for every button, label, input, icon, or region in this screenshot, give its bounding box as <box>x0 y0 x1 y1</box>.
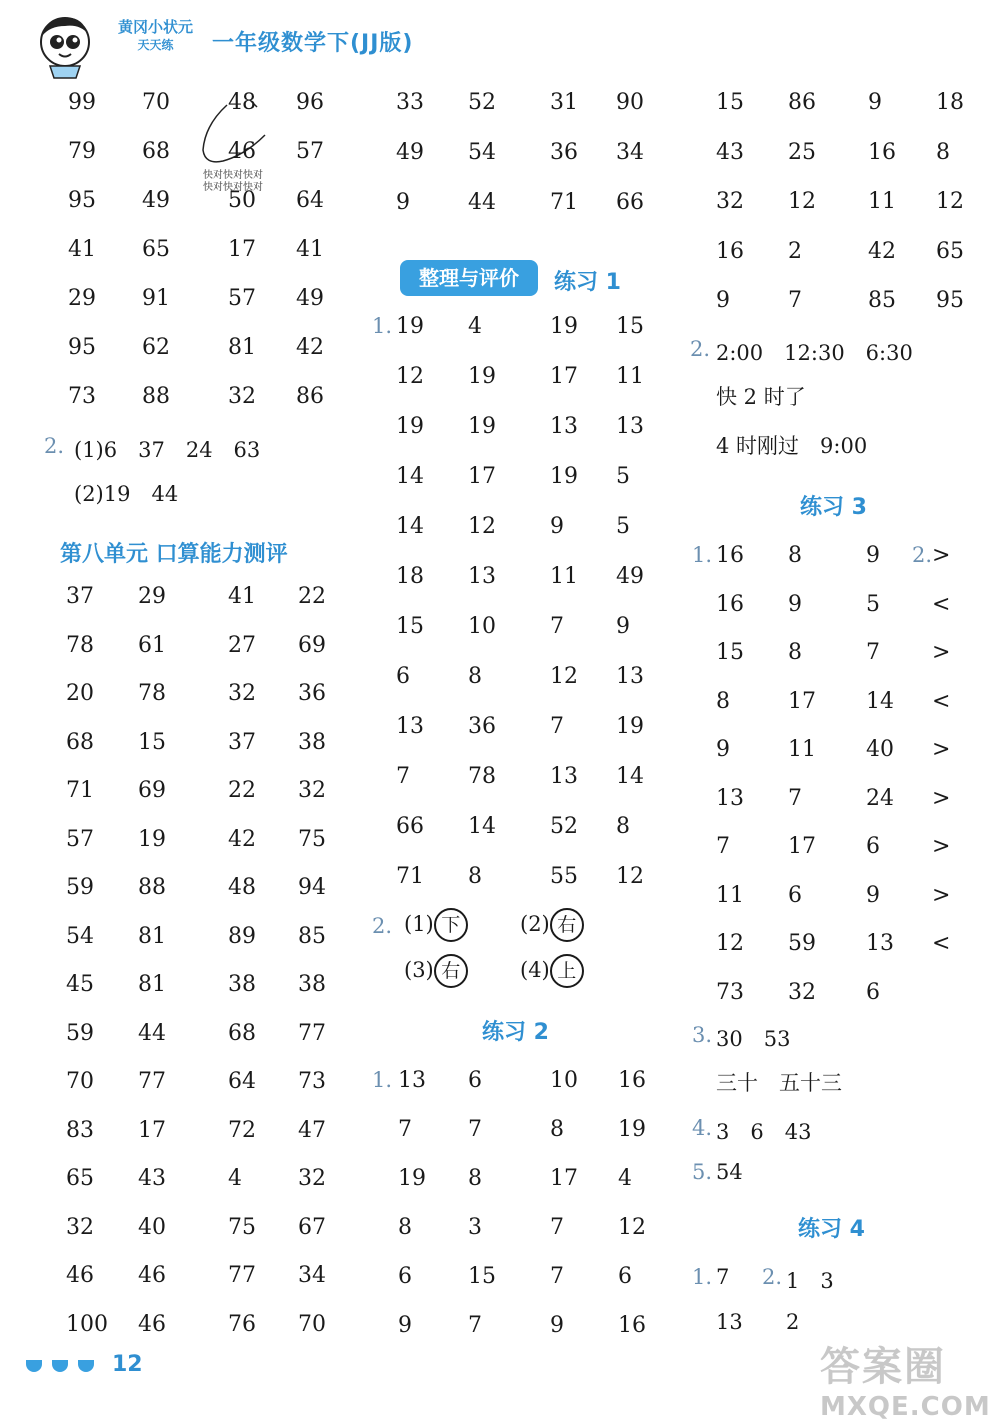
left-grid2-cell: 69 <box>298 632 326 658</box>
left-grid1-cell: 96 <box>296 90 324 115</box>
left-grid2-cell: 46 <box>138 1263 166 1288</box>
left-grid1-cell: 50 <box>228 188 256 213</box>
practice3-grid-cell: 8 <box>788 543 802 568</box>
practice1-grid-cell: 52 <box>550 814 578 839</box>
left-grid2-cell: 32 <box>298 1166 326 1191</box>
left-grid1-cell: 68 <box>142 139 170 164</box>
p4-q2-number: 2. <box>762 1265 783 1289</box>
left-grid1-cell: 48 <box>228 90 256 115</box>
left-grid1-cell: 73 <box>68 384 96 409</box>
practice1-grid-cell: 13 <box>616 414 644 439</box>
left-grid1-cell: 41 <box>296 237 324 262</box>
practice1-grid-cell: 49 <box>616 564 644 589</box>
page-header <box>0 0 1000 90</box>
p1-q2-circled-answer: 右 <box>434 954 468 988</box>
left-grid2-cell: 38 <box>298 972 326 997</box>
left-grid2-cell: 77 <box>138 1069 166 1094</box>
practice1-grid-cell: 4 <box>468 314 482 339</box>
practice1-grid-cell: 15 <box>616 314 644 339</box>
practice1-grid-cell: 8 <box>468 664 482 689</box>
p3-q1-number: 1. <box>692 543 713 567</box>
p4-q2-answer-b: 2 <box>786 1310 800 1334</box>
right-grid-top-cell: 2 <box>788 238 802 264</box>
practice1-grid-cell: 19 <box>396 314 424 339</box>
practice2-title: 练习 2 <box>482 1020 549 1045</box>
left-grid2-cell: 32 <box>228 681 256 706</box>
left-grid2-cell: 65 <box>66 1166 94 1191</box>
p1-q2-circled-answer: 上 <box>550 954 584 988</box>
middle-grid-top-cell: 33 <box>396 90 424 115</box>
practice1-grid-cell: 17 <box>468 464 496 489</box>
left-grid2-cell: 15 <box>138 729 166 755</box>
left-grid1-cell: 91 <box>142 286 170 311</box>
practice2-grid-cell: 15 <box>468 1264 496 1289</box>
practice1-grid-cell: 18 <box>396 564 424 589</box>
practice1-grid-cell: 71 <box>396 864 424 889</box>
p1-q2-item <box>520 908 584 942</box>
middle-grid-top-cell: 9 <box>396 190 410 215</box>
practice3-grid-cell: 9 <box>866 543 880 568</box>
right-grid-top-cell: 43 <box>716 139 744 165</box>
left-grid1-cell: 49 <box>296 286 324 311</box>
left-grid2-cell: 41 <box>228 584 256 609</box>
brand-line1: 黄冈小状元 <box>118 18 194 36</box>
p3-q4-number: 4. <box>692 1116 713 1140</box>
practice1-grid-cell: 9 <box>616 614 630 639</box>
book-title: 一年级数学下(JJ版) <box>212 31 414 56</box>
practice1-grid-cell: 12 <box>550 664 578 689</box>
left-grid2-cell: 88 <box>138 875 166 900</box>
p3-q5-number: 5. <box>692 1160 713 1184</box>
middle-grid-top-cell: 34 <box>616 140 644 165</box>
middle-grid-top-cell: 90 <box>616 90 644 115</box>
left-grid1-cell: 29 <box>68 286 96 311</box>
practice1-grid-cell: 19 <box>550 464 578 489</box>
left-grid2-cell: 83 <box>66 1117 94 1143</box>
practice3-grid-cell: 14 <box>866 688 894 714</box>
left-grid1-cell: 70 <box>142 90 170 115</box>
practice3-grid-cell: 24 <box>866 785 894 811</box>
p1-q2-item-label: (3) <box>404 958 434 982</box>
footer-decor-icon <box>52 1360 68 1372</box>
left-grid2-cell: 61 <box>138 632 166 658</box>
practice1-grid-cell: 36 <box>468 714 496 739</box>
left-grid2-cell: 37 <box>66 584 94 609</box>
mascot-icon <box>30 10 100 80</box>
footer-decor-icon <box>78 1360 94 1372</box>
practice2-grid-cell: 16 <box>618 1068 646 1093</box>
practice3-grid-cell: 16 <box>716 543 744 568</box>
practice1-grid-cell: 19 <box>468 414 496 439</box>
left-grid2-cell: 4 <box>228 1166 242 1191</box>
practice2-grid-cell: 12 <box>618 1215 646 1240</box>
practice3-grid-cell: 15 <box>716 640 744 665</box>
middle-grid-top-cell: 49 <box>396 140 424 165</box>
practice3-grid-cell: > <box>932 882 951 908</box>
practice2-grid-cell: 6 <box>468 1068 482 1093</box>
left-grid2-cell: 59 <box>66 875 94 900</box>
left-grid2-cell: 44 <box>138 1020 166 1046</box>
left-grid2-cell: 69 <box>138 778 166 803</box>
practice1-grid-cell: 8 <box>616 814 630 839</box>
right-q2-line3: 4 时刚过 9:00 <box>716 434 868 458</box>
left-grid2-cell: 43 <box>138 1166 166 1191</box>
page-number: 12 <box>112 1352 143 1377</box>
unit8-section-title: 第八单元 口算能力测评 <box>60 542 288 567</box>
practice3-grid-cell: 5 <box>866 591 880 617</box>
left-grid1-cell: 57 <box>228 286 256 311</box>
left-grid2-cell: 81 <box>138 972 166 997</box>
p3-q3-line1: 30 53 <box>716 1027 791 1051</box>
practice1-grid-cell: 13 <box>616 664 644 689</box>
practice1-grid-cell: 9 <box>550 514 564 539</box>
left-grid2-cell: 100 <box>66 1311 108 1337</box>
left-grid2-cell: 36 <box>298 681 326 706</box>
right-grid-top-cell: 9 <box>868 90 882 115</box>
practice3-grid-cell: 59 <box>788 931 816 956</box>
right-grid-top-cell: 65 <box>936 238 964 264</box>
practice1-grid-cell: 12 <box>468 514 496 539</box>
practice1-grid-cell: 55 <box>550 864 578 889</box>
left-grid1-cell: 42 <box>296 335 324 360</box>
left-grid2-cell: 37 <box>228 729 256 755</box>
left-grid2-cell: 72 <box>228 1117 256 1143</box>
practice2-grid-cell: 9 <box>550 1313 564 1338</box>
practice2-grid-cell: 7 <box>468 1117 482 1142</box>
left-grid2-cell: 59 <box>66 1020 94 1046</box>
watermark-line1: 答案圈 <box>820 1344 946 1390</box>
practice3-grid-cell: > <box>932 834 951 859</box>
middle-grid-top-cell: 54 <box>468 140 496 165</box>
practice1-grid-cell: 66 <box>396 814 424 839</box>
practice3-grid-cell: < <box>932 931 951 956</box>
practice2-grid-cell: 19 <box>618 1117 646 1142</box>
practice1-grid-cell: 8 <box>468 864 482 889</box>
right-grid-top-cell: 12 <box>936 189 964 214</box>
right-grid-top-cell: 42 <box>868 238 896 264</box>
left-grid2-cell: 68 <box>228 1020 256 1046</box>
left-grid1-cell: 49 <box>142 188 170 213</box>
practice1-grid-cell: 19 <box>616 714 644 739</box>
middle-grid-top-cell: 44 <box>468 190 496 215</box>
left-grid2-cell: 38 <box>228 972 256 997</box>
practice1-grid-cell: 19 <box>468 364 496 389</box>
right-grid-top-cell: 18 <box>936 90 964 115</box>
left-grid2-cell: 46 <box>66 1263 94 1288</box>
practice3-grid-cell: 6 <box>866 834 880 859</box>
practice3-grid-cell: 11 <box>716 882 744 908</box>
p1-q2-item-label: (2) <box>520 912 550 936</box>
left-grid2-cell: 34 <box>298 1263 326 1288</box>
practice3-grid-cell: > <box>932 737 951 762</box>
footer-decor-icon <box>26 1360 42 1372</box>
practice1-grid-cell: 78 <box>468 764 496 789</box>
practice2-grid-cell: 8 <box>398 1215 412 1240</box>
watermark <box>820 1335 991 1422</box>
left-grid1-cell: 32 <box>228 384 256 409</box>
p2-q1-number: 1. <box>372 1068 393 1092</box>
left-grid2-cell: 46 <box>138 1311 166 1337</box>
right-grid-top-cell: 95 <box>936 288 964 313</box>
left-grid2-cell: 20 <box>66 681 94 706</box>
practice2-grid-cell: 13 <box>398 1068 426 1093</box>
practice3-grid-cell: < <box>932 688 951 714</box>
p1-q1-number: 1. <box>372 314 393 338</box>
right-grid-top-cell: 8 <box>936 139 950 165</box>
practice1-grid-cell: 14 <box>396 464 424 489</box>
practice1-title: 练习 1 <box>554 270 621 295</box>
practice3-grid-cell: 9 <box>716 737 730 762</box>
brand-logo <box>118 18 193 54</box>
right-grid-top-cell: 86 <box>788 90 816 115</box>
middle-grid-top-cell: 71 <box>550 190 578 215</box>
practice3-grid-cell: 11 <box>788 737 816 762</box>
left-grid2-cell: 76 <box>228 1311 256 1337</box>
practice1-grid-cell: 7 <box>396 764 410 789</box>
practice1-grid-cell: 12 <box>616 864 644 889</box>
practice2-grid-cell: 10 <box>550 1068 578 1093</box>
practice3-grid-cell: 32 <box>788 979 816 1005</box>
right-q2-line2: 快 2 时了 <box>716 385 806 409</box>
p3-q2-number: 2. <box>912 543 933 567</box>
left-grid1-cell: 81 <box>228 335 256 360</box>
middle-grid-top-cell: 66 <box>616 190 644 215</box>
practice2-grid-cell: 6 <box>618 1264 632 1289</box>
left-grid2-cell: 19 <box>138 826 166 852</box>
right-q2-number: 2. <box>690 337 711 361</box>
left-grid1-cell: 88 <box>142 384 170 409</box>
practice3-grid-cell: > <box>932 543 951 568</box>
left-grid1-cell: 41 <box>68 237 96 262</box>
practice2-grid-cell: 16 <box>618 1313 646 1338</box>
practice1-grid-cell: 17 <box>550 364 578 389</box>
left-grid1-cell: 95 <box>68 188 96 213</box>
left-grid2-cell: 22 <box>228 778 256 803</box>
p3-q5-answer: 54 <box>716 1160 743 1184</box>
brand-line2: 天天练 <box>137 38 174 52</box>
left-grid2-cell: 22 <box>298 584 326 609</box>
practice1-grid-cell: 14 <box>396 514 424 539</box>
left-grid2-cell: 77 <box>228 1263 256 1288</box>
left-grid2-cell: 54 <box>66 923 94 949</box>
practice3-grid-cell: 16 <box>716 591 744 617</box>
left-grid2-cell: 85 <box>298 923 326 949</box>
practice1-grid-cell: 12 <box>396 364 424 389</box>
left-grid2-cell: 94 <box>298 875 326 900</box>
practice2-grid-cell: 8 <box>468 1166 482 1191</box>
left-grid2-cell: 57 <box>66 826 94 852</box>
p4-q1-number: 1. <box>692 1265 713 1289</box>
left-grid2-cell: 75 <box>298 826 326 852</box>
p1-q2-number: 2. <box>372 914 393 938</box>
right-grid-top-cell: 32 <box>716 189 744 214</box>
practice3-grid-cell: 8 <box>716 688 730 714</box>
left-grid2-cell: 32 <box>66 1214 94 1240</box>
practice3-grid-cell: 6 <box>866 979 880 1005</box>
left-grid1-cell: 79 <box>68 139 96 164</box>
left-grid2-cell: 47 <box>298 1117 326 1143</box>
right-grid-top-cell: 9 <box>716 288 730 313</box>
right-grid-top-cell: 7 <box>788 288 802 313</box>
p4-q1-answer-b: 13 <box>716 1310 743 1334</box>
left-grid2-cell: 32 <box>298 778 326 803</box>
left-q2-number: 2. <box>44 434 65 458</box>
right-grid-top-cell: 11 <box>868 189 896 214</box>
practice1-grid-cell: 7 <box>550 614 564 639</box>
left-grid2-cell: 70 <box>298 1311 326 1337</box>
left-grid1-cell: 99 <box>68 90 96 115</box>
p4-q2-answer-a: 1 3 <box>786 1269 834 1293</box>
p4-q1-answer-a: 7 <box>716 1265 730 1289</box>
practice2-grid-cell: 6 <box>398 1264 412 1289</box>
practice1-grid-cell: 5 <box>616 464 630 489</box>
right-grid-top-cell: 25 <box>788 139 816 165</box>
left-grid2-cell: 17 <box>138 1117 166 1143</box>
p1-q2-circled-answer: 右 <box>550 908 584 942</box>
practice4-title: 练习 4 <box>798 1217 865 1242</box>
left-grid2-cell: 68 <box>66 729 94 755</box>
p1-q2-item <box>404 908 468 942</box>
middle-grid-top-cell: 36 <box>550 140 578 165</box>
practice1-grid-cell: 13 <box>550 764 578 789</box>
p3-q3-number: 3. <box>692 1023 713 1047</box>
middle-grid-top-cell: 52 <box>468 90 496 115</box>
left-q2-line1: (1)6 37 24 63 <box>74 438 261 462</box>
left-grid2-cell: 70 <box>66 1069 94 1094</box>
practice1-grid-cell: 19 <box>550 314 578 339</box>
p3-q3-line2: 三十 五十三 <box>716 1071 842 1095</box>
practice1-grid-cell: 13 <box>550 414 578 439</box>
left-grid1-cell: 86 <box>296 384 324 409</box>
practice3-grid-cell: 9 <box>866 882 880 908</box>
practice3-grid-cell: 6 <box>788 882 802 908</box>
left-grid2-cell: 45 <box>66 972 94 997</box>
left-grid1-cell: 57 <box>296 139 324 164</box>
left-grid2-cell: 64 <box>228 1069 256 1094</box>
practice1-grid-cell: 14 <box>616 764 644 789</box>
left-grid1-cell: 64 <box>296 188 324 213</box>
practice3-grid-cell: 17 <box>788 688 816 714</box>
practice3-grid-cell: 13 <box>716 785 744 811</box>
left-grid2-cell: 48 <box>228 875 256 900</box>
practice3-grid-cell: < <box>932 591 951 617</box>
left-grid2-cell: 75 <box>228 1214 256 1240</box>
p1-q2-item <box>520 954 584 988</box>
practice1-grid-cell: 19 <box>396 414 424 439</box>
left-grid1-cell: 46 <box>228 139 256 164</box>
sketch-note: 快对快对快对 快对快对快对 <box>203 170 263 193</box>
left-grid2-cell: 38 <box>298 729 326 755</box>
practice3-grid-cell: 7 <box>788 785 802 811</box>
p1-q2-item <box>404 954 468 988</box>
practice1-grid-cell: 11 <box>616 364 644 389</box>
right-grid-top-cell: 85 <box>868 288 896 313</box>
left-grid2-cell: 29 <box>138 584 166 609</box>
practice3-grid-cell: 9 <box>788 591 802 617</box>
left-q2-line2: (2)19 44 <box>74 482 179 506</box>
left-grid2-cell: 78 <box>66 632 94 658</box>
practice3-grid-cell: > <box>932 640 951 665</box>
left-grid2-cell: 40 <box>138 1214 166 1240</box>
practice1-grid-cell: 13 <box>468 564 496 589</box>
watermark-line2: MXQE.COM <box>820 1392 991 1422</box>
practice1-grid-cell: 15 <box>396 614 424 639</box>
left-grid1-cell: 95 <box>68 335 96 360</box>
practice3-grid-cell: 8 <box>788 640 802 665</box>
practice1-grid-cell: 6 <box>396 664 410 689</box>
practice3-grid-cell: 7 <box>866 640 880 665</box>
right-q2-line1: 2:00 12:30 6:30 <box>716 341 913 365</box>
practice1-grid-cell: 5 <box>616 514 630 539</box>
practice3-title: 练习 3 <box>800 495 867 520</box>
practice3-grid-cell: 73 <box>716 979 744 1005</box>
p1-q2-circled-answer: 下 <box>434 908 468 942</box>
left-grid2-cell: 81 <box>138 923 166 949</box>
left-grid2-cell: 42 <box>228 826 256 852</box>
left-grid2-cell: 27 <box>228 632 256 658</box>
right-grid-top-cell: 16 <box>716 238 744 264</box>
left-grid1-cell: 65 <box>142 237 170 262</box>
practice2-grid-cell: 7 <box>398 1117 412 1142</box>
left-grid2-cell: 77 <box>298 1020 326 1046</box>
practice2-grid-cell: 17 <box>550 1166 578 1191</box>
practice2-grid-cell: 3 <box>468 1215 482 1240</box>
p1-q2-item-label: (4) <box>520 958 550 982</box>
p1-q2-item-label: (1) <box>404 912 434 936</box>
practice1-grid-cell: 10 <box>468 614 496 639</box>
practice2-grid-cell: 9 <box>398 1313 412 1338</box>
practice3-grid-cell: 13 <box>866 931 894 956</box>
practice1-grid-cell: 7 <box>550 714 564 739</box>
practice3-grid-cell: 40 <box>866 737 894 762</box>
left-grid2-cell: 73 <box>298 1069 326 1094</box>
p3-q4-answer: 3 6 43 <box>716 1120 812 1144</box>
right-grid-top-cell: 12 <box>788 189 816 214</box>
middle-grid-top-cell: 31 <box>550 90 578 115</box>
left-grid2-cell: 67 <box>298 1214 326 1240</box>
practice3-grid-cell: > <box>932 785 951 811</box>
practice1-grid-cell: 14 <box>468 814 496 839</box>
right-grid-top-cell: 15 <box>716 90 744 115</box>
practice3-grid-cell: 17 <box>788 834 816 859</box>
practice2-grid-cell: 8 <box>550 1117 564 1142</box>
practice2-grid-cell: 19 <box>398 1166 426 1191</box>
practice1-grid-cell: 13 <box>396 714 424 739</box>
practice2-grid-cell: 4 <box>618 1166 632 1191</box>
practice2-grid-cell: 7 <box>468 1313 482 1338</box>
left-grid1-cell: 17 <box>228 237 256 262</box>
practice2-grid-cell: 7 <box>550 1264 564 1289</box>
practice1-grid-cell: 11 <box>550 564 578 589</box>
practice3-grid-cell: 12 <box>716 931 744 956</box>
left-grid2-cell: 78 <box>138 681 166 706</box>
left-grid1-cell: 62 <box>142 335 170 360</box>
practice3-grid-cell: 7 <box>716 834 730 859</box>
review-badge: 整理与评价 <box>400 260 538 296</box>
practice2-grid-cell: 7 <box>550 1215 564 1240</box>
right-grid-top-cell: 16 <box>868 139 896 165</box>
left-grid2-cell: 89 <box>228 923 256 949</box>
left-grid2-cell: 71 <box>66 778 94 803</box>
